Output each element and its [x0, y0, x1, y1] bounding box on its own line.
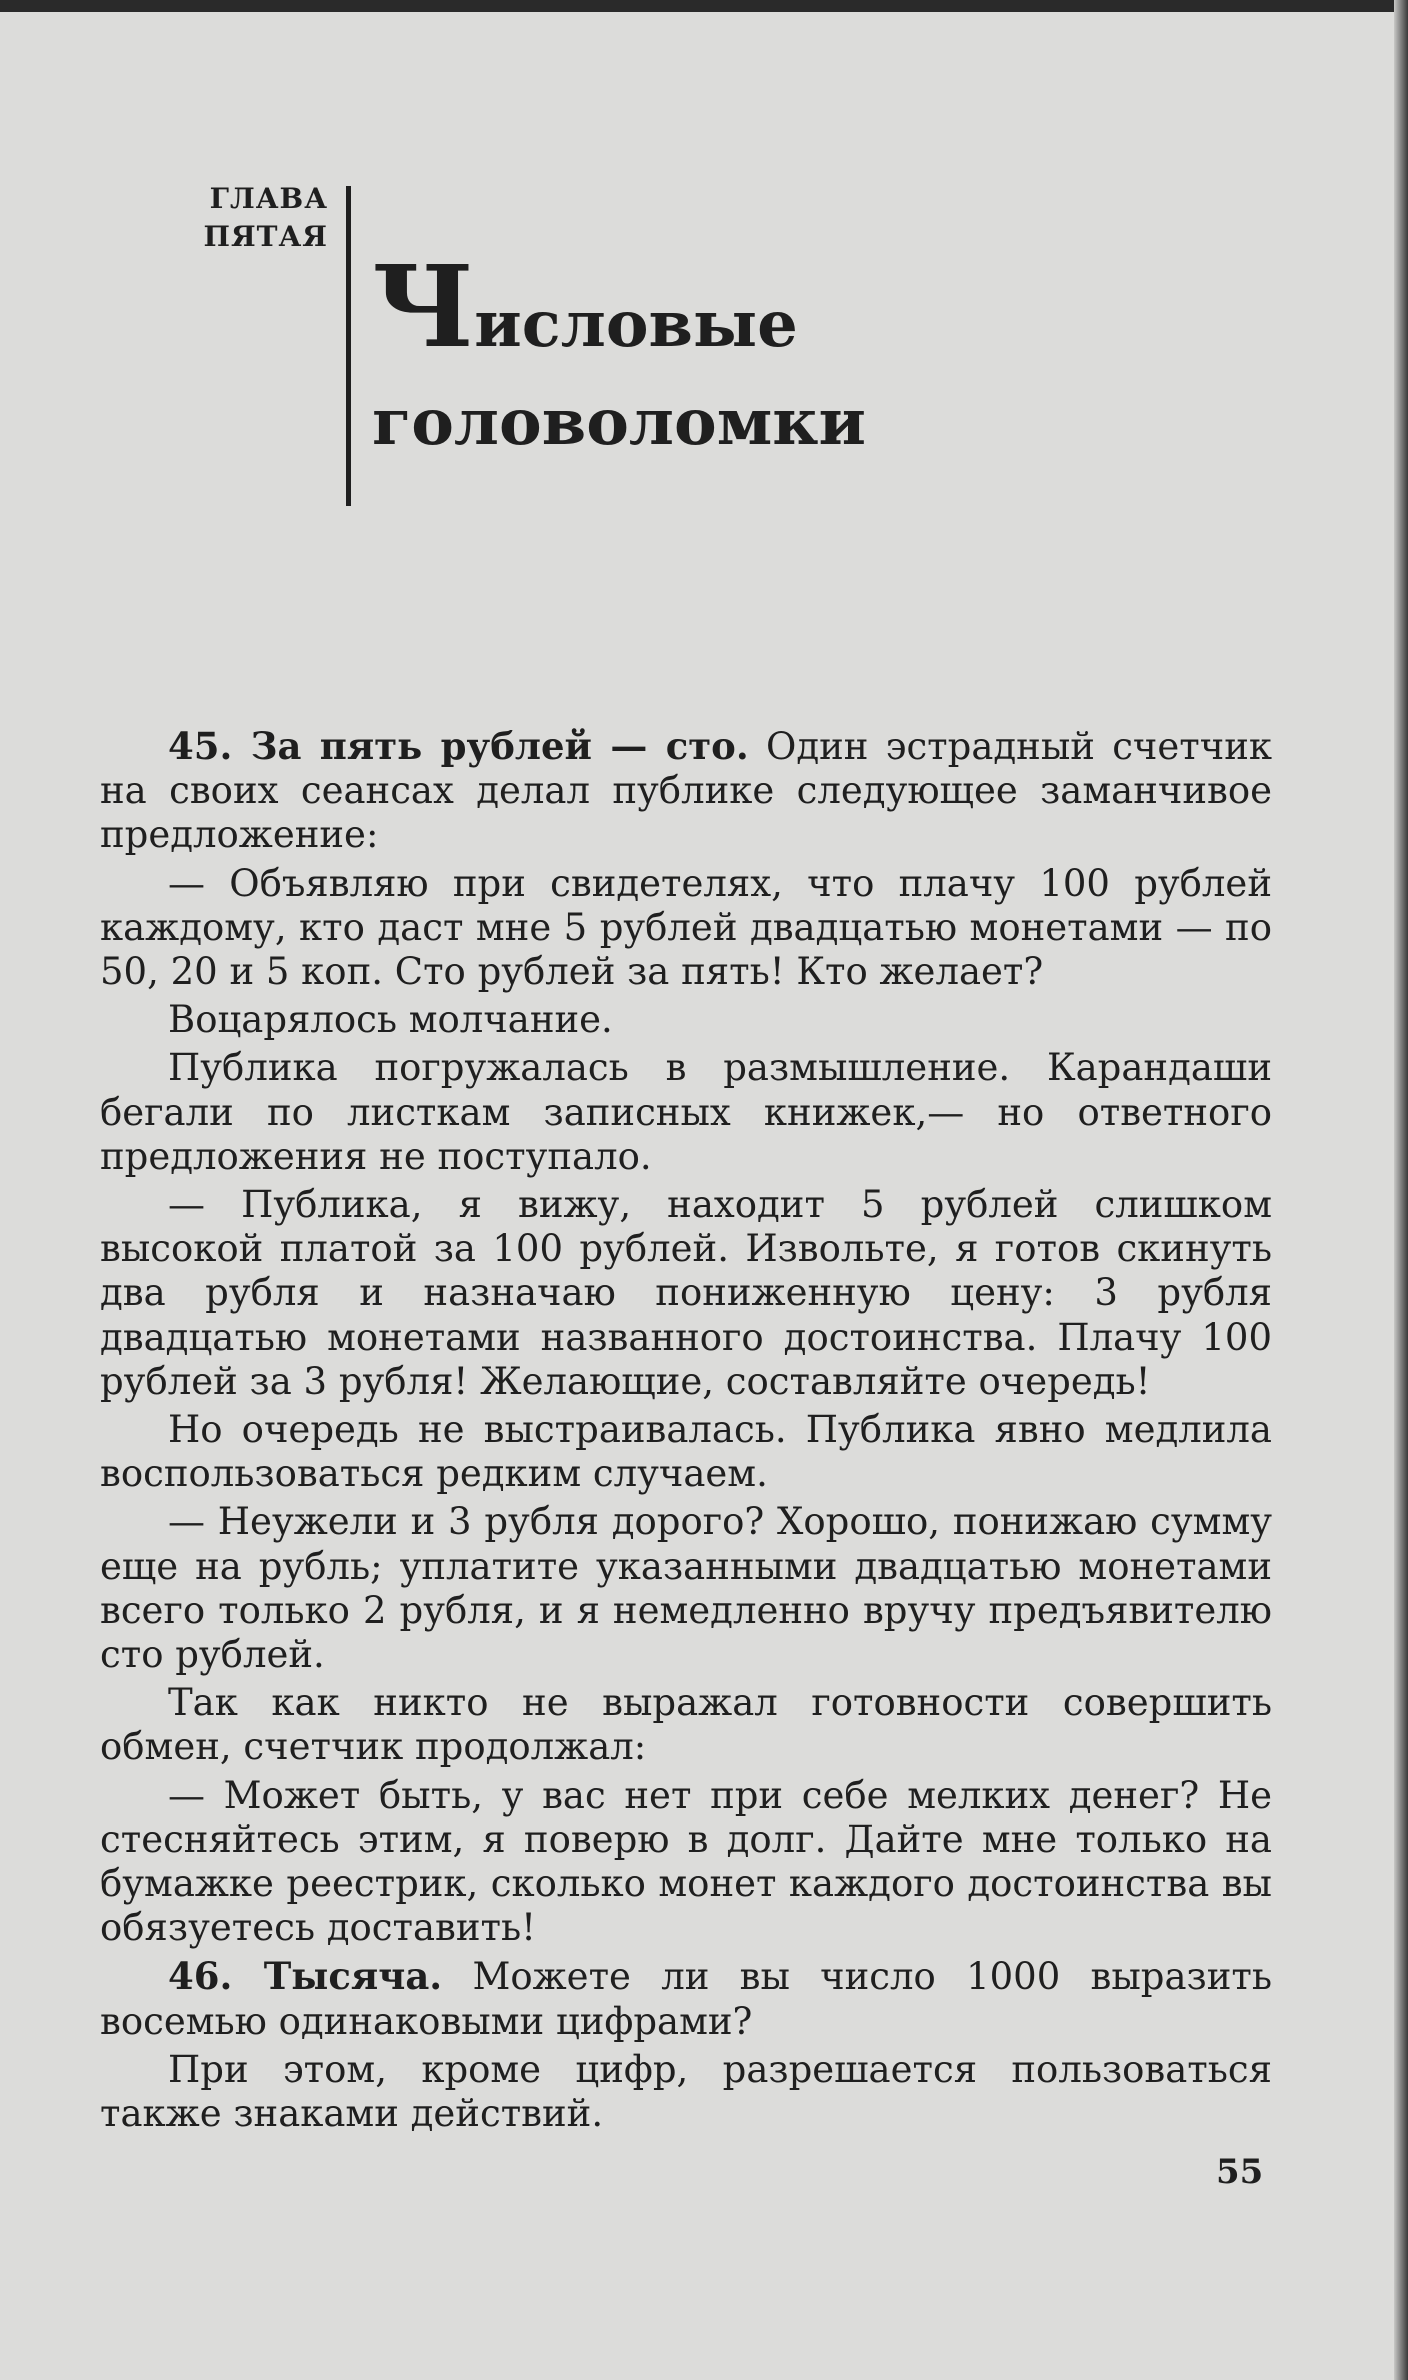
problem-46-heading: 46. Тысяча.: [168, 1954, 443, 1999]
chapter-title-line1: [372, 242, 866, 373]
scan-right-edge: [1394, 0, 1408, 2380]
paragraph: Так как никто не выражал готовности совершить обмен, счетчик продолжал:: [100, 1681, 1272, 1769]
paragraph: — Объявляю при свидетелях, что плачу 100 рублей каждому, кто даст мне 5 рублей двадцатью монетами — по 50, 20 и 5 коп. Сто рублей за пять! Кто желает?: [100, 861, 1272, 994]
paragraph: Один эстрадный счетчик на своих сеансах делал публике следующее заманчивое предложение:: [100, 725, 1273, 857]
body-text: [100, 724, 1272, 2140]
chapter-title: [372, 242, 866, 469]
problem-46-paragraph: [100, 1954, 1272, 2043]
problem-45-heading: 45. За пять рублей — сто.: [168, 724, 749, 768]
chapter-divider-rule: [346, 186, 351, 506]
page-number: 55: [1216, 2152, 1264, 2192]
scan-top-edge: [0, 0, 1408, 12]
paragraph: — Неужели и 3 рубля дорого? Хорошо, понижаю сумму еще на рубль; уплатите указанными двадцатью монетами всего только 2 рубля, и я немедленно вручу предъявителю сто рублей.: [100, 1500, 1272, 1677]
paragraph: Но очередь не выстраивалась. Публика явно медлила воспользоваться редким случаем.: [100, 1408, 1272, 1496]
chapter-title-initial: Ч: [372, 242, 475, 373]
paragraph: — Может быть, у вас нет при себе мелких денег? Не стесняйтесь этим, я поверю в долг. Дайте мне только на бумажке реестрик, сколько монет каждого достоинства вы обязуетесь доставить!: [100, 1773, 1272, 1950]
paragraph: — Публика, я вижу, находит 5 рублей слишком высокой платой за 100 рублей. Извольте, я готов скинуть два рубля и назначаю пониженную цену: 3 рубля двадцатью монетами названного достоинства. Плачу 100 рублей за 3 рубля! Желающие, составляйте очередь!: [100, 1183, 1272, 1403]
chapter-title-line2: головоломки: [372, 385, 866, 460]
paragraph: Можете ли вы число 1000 выразить восемью одинаковыми цифрами?: [100, 1955, 1272, 2043]
paragraph: Публика погружалась в размышление. Карандаши бегали по листкам записных книжек,— но ответного предложения не поступало.: [100, 1046, 1272, 1178]
chapter-label-line2: ПЯТАЯ: [203, 220, 328, 253]
paragraph: Воцарялось молчание.: [168, 998, 613, 1042]
chapter-title-rest: исловые: [474, 287, 798, 362]
chapter-label-line1: ГЛАВА: [209, 182, 328, 215]
chapter-label: [190, 180, 328, 256]
paragraph: При этом, кроме цифр, разрешается пользоваться также знаками действий.: [100, 2047, 1272, 2136]
problem-45-paragraph: [100, 724, 1272, 858]
